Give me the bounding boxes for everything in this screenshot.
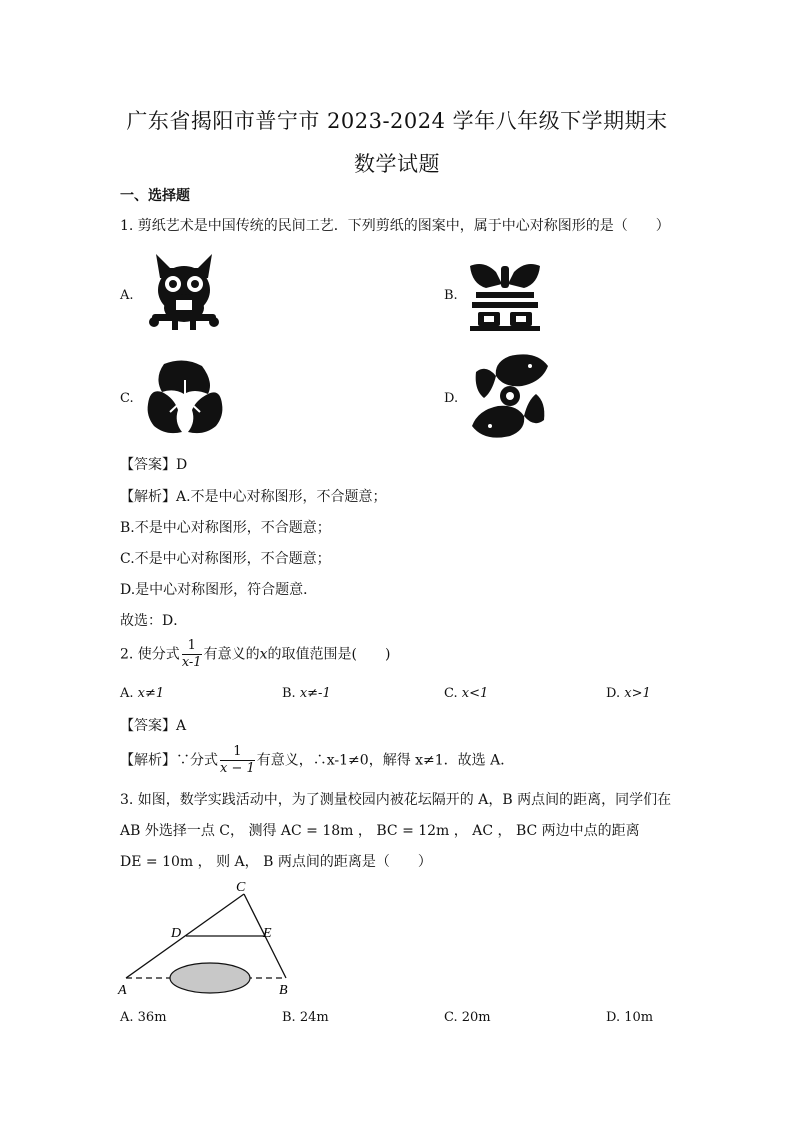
q3-stem-line-3: DE = 10m ， 则 A， B 两点间的距离是（ ） (120, 854, 432, 870)
q2-option-c-label: C. (444, 686, 462, 701)
q2-option-d-expr: x>1 (624, 686, 651, 701)
q1-option-c-label: C. (120, 391, 134, 406)
label-b: B (279, 983, 288, 998)
q3-stem-line-2: AB 外选择一点 C， 测得 AC = 18m ， BC = 12m ， AC ， BC 两边中点的距离 (120, 823, 640, 839)
q2-option-b-expr: x≠-1 (299, 686, 331, 701)
q2-fraction-denominator: x-1 (181, 655, 202, 670)
q2-option-c-expr: x<1 (461, 686, 489, 701)
q2-analysis-fraction-numerator: 1 (220, 744, 255, 761)
flower-bed-ellipse (170, 963, 250, 993)
q2-option-a (120, 686, 164, 701)
q1-option-a-label: A. (120, 288, 134, 303)
q2-analysis (120, 744, 514, 777)
q2-fraction-numerator: 1 (182, 638, 202, 655)
twin-fish-papercut-icon (470, 352, 550, 440)
page-title: 广东省揭阳市普宁市 2023-2024 学年八年级下学期期末 (126, 109, 668, 133)
q2-analysis-fraction-denominator: x − 1 (220, 761, 255, 776)
q2-stem-post: 的取值范围是( ) (267, 646, 391, 663)
double-happiness-papercut-icon (466, 258, 544, 332)
q2-option-c (444, 686, 488, 701)
q2-option-d-label: D. (606, 686, 625, 701)
owl-papercut-icon (146, 250, 222, 332)
section-header: 一、选择题 (120, 188, 190, 204)
q1-analysis-line-3: C.不是中心对称图形，不合题意； (120, 551, 331, 567)
q3-option-c: C. 20m (444, 1010, 491, 1025)
q3-option-a: A. 36m (120, 1010, 167, 1025)
label-a: A (118, 983, 127, 998)
q2-option-a-label: A. (120, 686, 138, 701)
q1-analysis-line-2: B.不是中心对称图形，不合题意； (120, 520, 331, 536)
q2-option-a-expr: x≠1 (137, 686, 165, 701)
q3-option-d: D. 10m (606, 1010, 654, 1025)
q2-fraction (182, 638, 202, 671)
q2-analysis-fraction (220, 744, 255, 777)
q2-stem (120, 638, 390, 671)
q2-option-d (606, 686, 651, 701)
q1-option-d-label: D. (444, 391, 459, 406)
q2-stem-mid: 有意义的 (203, 646, 260, 663)
triple-fish-papercut-icon (144, 358, 226, 438)
q1-option-b-label: B. (444, 288, 458, 303)
q2-stem-pre: 2. 使分式 (120, 646, 180, 663)
q2-analysis-pre: 【解析】∵分式 (120, 752, 218, 769)
q3-stem-line-1: 3. 如图，数学实践活动中，为了测量校园内被花坛隔开的 A，B 两点间的距离，同学们在 (120, 792, 672, 808)
q2-option-b (282, 686, 331, 701)
q2-variable: x (259, 646, 268, 663)
q1-analysis-line-4: D.是中心对称图形，符合题意． (120, 582, 318, 598)
q2-option-b-label: B. (282, 686, 300, 701)
label-c: C (236, 880, 246, 895)
q2-analysis-post: 有意义，∴x-1≠0，解得 x≠1．故选 A． (256, 752, 515, 769)
q3-triangle-figure (110, 876, 310, 1000)
q2-answer: 【答案】A (120, 718, 187, 734)
label-e: E (263, 926, 272, 941)
q3-option-b: B. 24m (282, 1010, 329, 1025)
q1-analysis-line-1: 【解析】A.不是中心对称图形，不合题意； (120, 489, 387, 505)
page-subtitle: 数学试题 (354, 152, 440, 176)
label-d: D (171, 926, 182, 941)
q1-answer: 【答案】D (120, 457, 188, 473)
q1-stem: 1. 剪纸艺术是中国传统的民间工艺．下列剪纸的图案中，属于中心对称图形的是（ ） (120, 218, 670, 234)
q1-analysis-line-5: 故选：D． (120, 613, 188, 629)
